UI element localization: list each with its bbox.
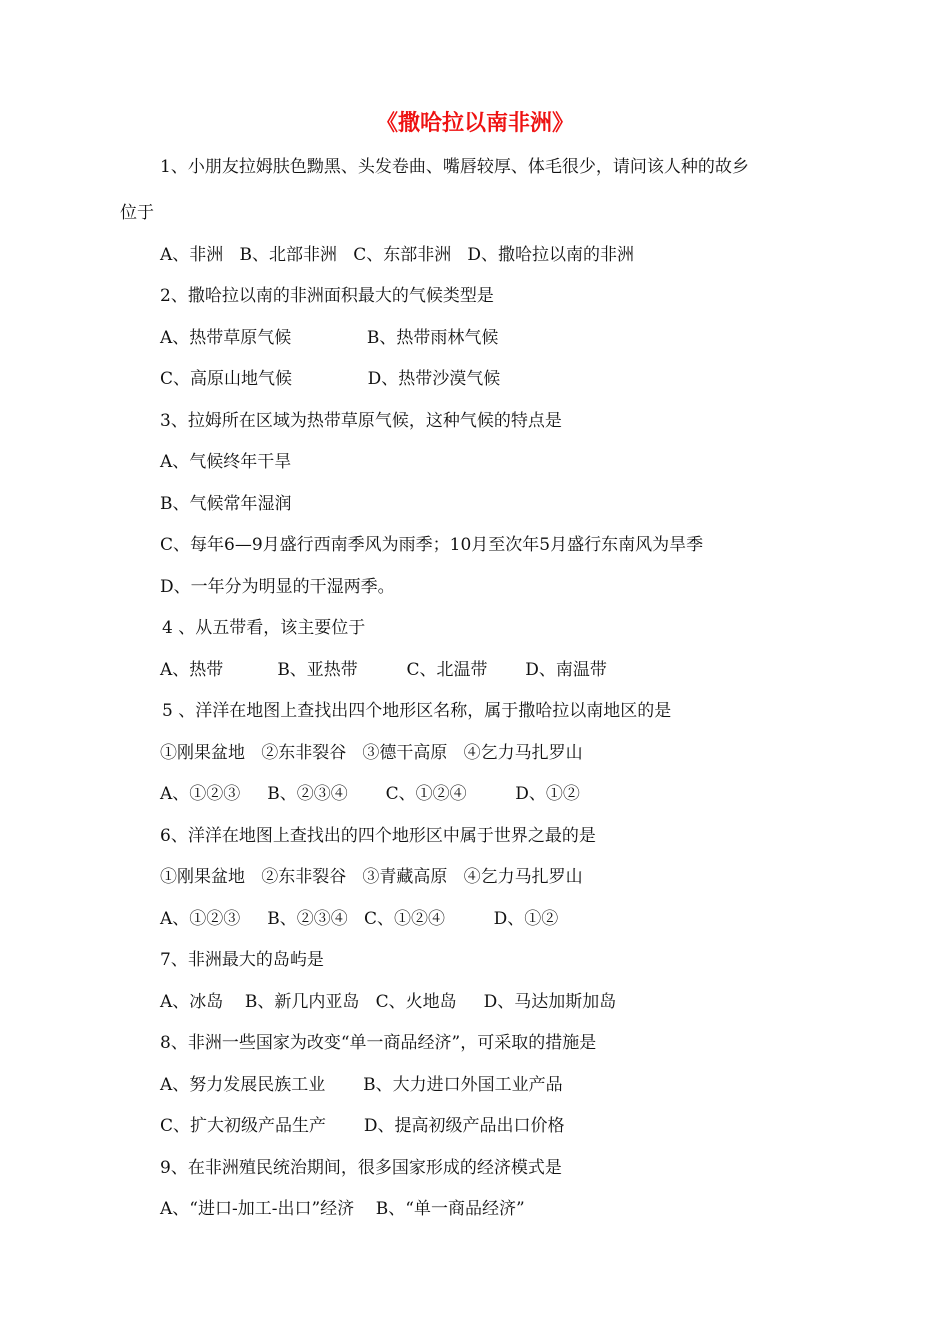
question-4-options: A、热带 B、亚热带 C、北温带 D、南温带 [160, 660, 607, 680]
question-3-option-a: A、气候终年干旱 [160, 452, 292, 472]
question-5-options: A、①②③ B、②③④ C、①②④ D、①② [160, 784, 580, 804]
question-8-options-cd: C、扩大初级产品生产 D、提高初级产品出口价格 [160, 1116, 565, 1136]
question-2-options-ab: A、热带草原气候 B、热带雨林气候 [160, 328, 499, 348]
question-2-options-cd: C、高原山地气候 D、热带沙漠气候 [160, 369, 501, 389]
question-1-options: A、非洲 B、北部非洲 C、东部非洲 D、撒哈拉以南的非洲 [160, 245, 635, 265]
question-5-stem: 5 、洋洋在地图上查找出四个地形区名称，属于撒哈拉以南地区的是 [162, 701, 672, 721]
question-9-stem: 9、在非洲殖民统治期间，很多国家形成的经济模式是 [160, 1158, 562, 1178]
question-7-stem: 7、非洲最大的岛屿是 [160, 950, 324, 970]
question-3-stem: 3、拉姆所在区域为热带草原气候，这种气候的特点是 [160, 411, 562, 431]
document-title: 《撒哈拉以南非洲》 [375, 110, 574, 136]
question-6-options: A、①②③ B、②③④ C、①②④ D、①② [160, 909, 559, 929]
question-1-stem: 1、小朋友拉姆肤色黝黑、头发卷曲、嘴唇较厚、体毛很少，请问该人种的故乡 [160, 157, 749, 177]
question-8-stem: 8、非洲一些国家为改变“单一商品经济”，可采取的措施是 [160, 1033, 597, 1053]
question-6-stem: 6、洋洋在地图上查找出的四个地形区中属于世界之最的是 [160, 826, 596, 846]
question-3-option-c: C、每年6—9月盛行西南季风为雨季；10月至次年5月盛行东南风为旱季 [160, 535, 704, 555]
question-2-stem: 2、撒哈拉以南的非洲面积最大的气候类型是 [160, 286, 494, 306]
question-3-option-b: B、气候常年湿润 [160, 494, 292, 514]
question-9-options-ab: A、“进口-加工-出口”经济 B、“单一商品经济” [160, 1199, 525, 1219]
question-6-items: ①刚果盆地 ②东非裂谷 ③青藏高原 ④乞力马扎罗山 [160, 867, 583, 887]
question-3-option-d: D、一年分为明显的干湿两季。 [160, 577, 395, 597]
question-5-items: ①刚果盆地 ②东非裂谷 ③德干高原 ④乞力马扎罗山 [160, 743, 583, 763]
question-8-options-ab: A、努力发展民族工业 B、大力进口外国工业产品 [160, 1075, 563, 1095]
question-7-options: A、冰岛 B、新几内亚岛 C、火地岛 D、马达加斯加岛 [160, 992, 617, 1012]
question-4-stem: 4 、从五带看，该主要位于 [162, 618, 366, 638]
question-1-stem-cont: 位于 [120, 203, 154, 223]
